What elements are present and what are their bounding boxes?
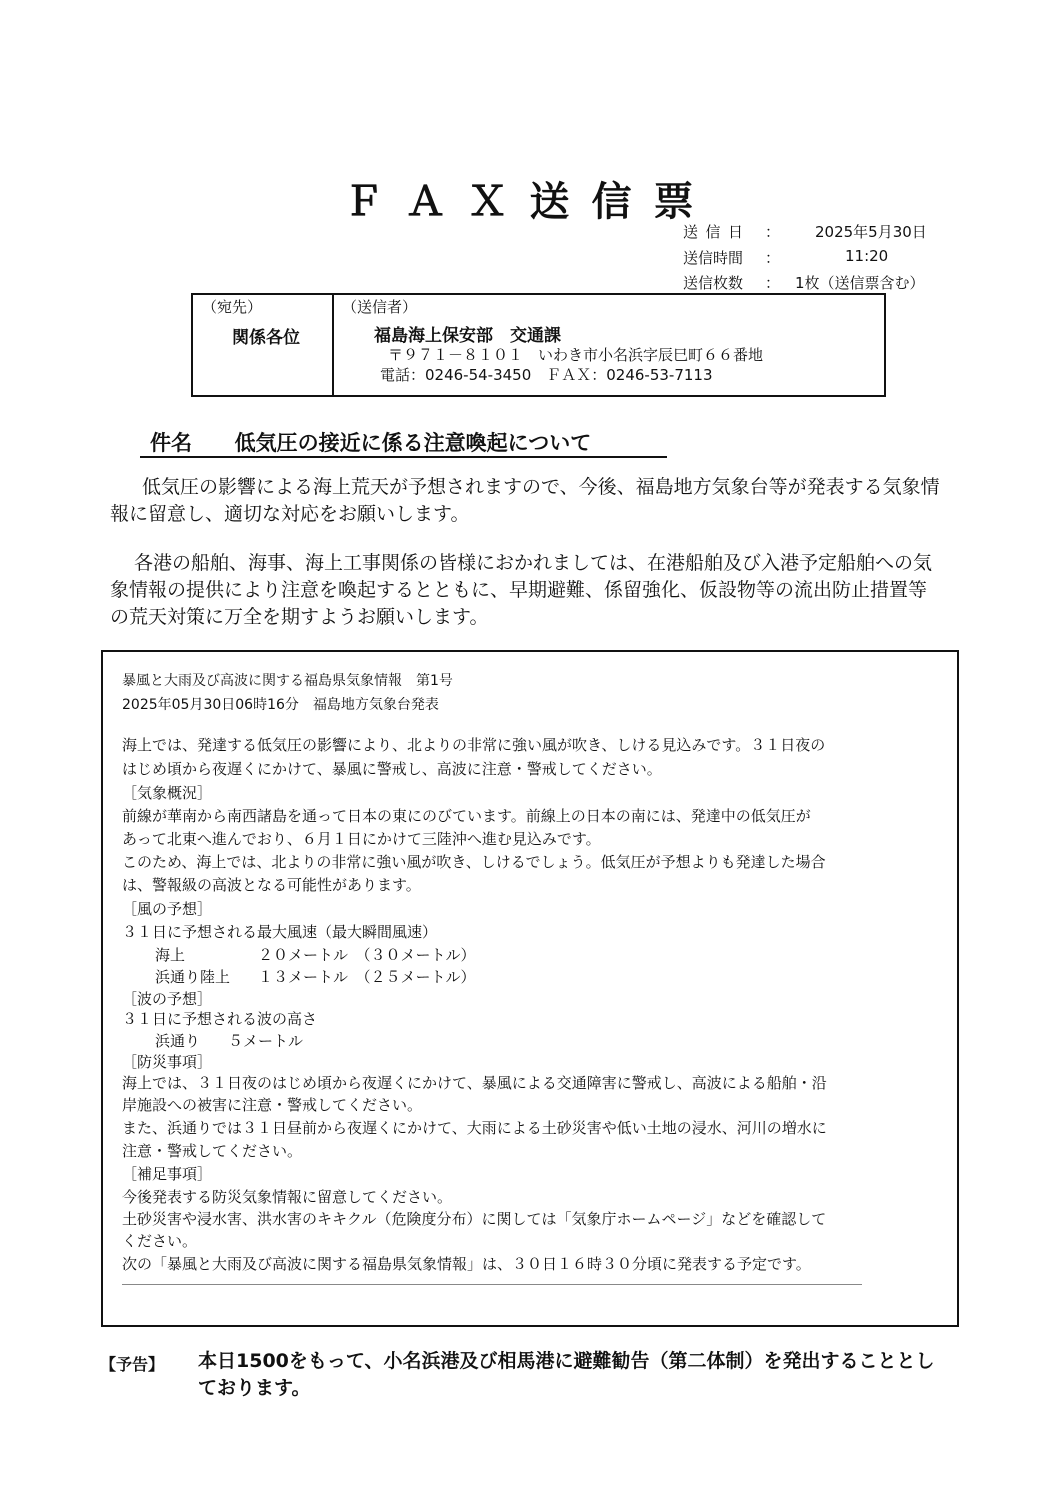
- bulletin-line: 土砂災害や浸水害、洪水害のキキクル（危険度分布）に関しては「気象庁ホームページ」などを確認して: [122, 1210, 827, 1228]
- bulletin-issued: 2025年05月30日06時16分 福島地方気象台発表: [122, 697, 439, 713]
- colon: ：: [765, 274, 781, 292]
- bulletin-line: 注意・警戒してください。: [122, 1142, 303, 1160]
- bulletin-line: 前線が華南から南西諸島を通って日本の東にのびています。前線上の日本の南には、発達中の低気圧が: [122, 807, 811, 825]
- section-heading-wave: ［波の予想］: [122, 990, 213, 1008]
- subject-line: [150, 427, 591, 457]
- body-paragraph: 各港の船舶、海事、海上工事関係の皆様におかれましては、在港船舶及び入港予定船舶への気象情報の提供により注意を喚起するとともに、早期避難、係留強化、仮設物等の流出防止措置等の荒天対策に万全を期すようお願いします。: [110, 552, 933, 628]
- page-count-value: 1枚（送信票含む）: [795, 274, 925, 292]
- colon: ：: [765, 249, 781, 267]
- wind-value: ２０メートル （３０メートル）: [258, 946, 476, 964]
- section-heading-overview: ［気象概況］: [122, 784, 213, 802]
- bulletin-line: このため、海上では、北よりの非常に強い風が吹き、しけるでしょう。低気圧が予想よりも発達した場合: [122, 853, 826, 871]
- recipient-value: 関係各位: [232, 328, 300, 348]
- notice-text: 本日1500をもって、小名浜港及び相馬港に避難勧告（第二体制）を発出することとしております。: [198, 1350, 935, 1399]
- body-paragraph: 低気圧の影響による海上荒天が予想されますので、今後、福島地方気象台等が発表する気象情報に留意し、適切な対応をお願いします。: [110, 476, 940, 525]
- section-heading-disaster: ［防災事項］: [122, 1053, 213, 1071]
- bulletin-line: ３１日に予想される波の高さ: [122, 1010, 318, 1028]
- bulletin-line: 海上では、３１日夜のはじめ頃から夜遅くにかけて、暴風による交通障害に警戒し、高波による船舶・沿: [122, 1074, 827, 1092]
- colon: ：: [765, 223, 781, 241]
- send-date-value: 2025年5月30日: [815, 223, 927, 241]
- page-count-label: 送信枚数: [683, 274, 744, 292]
- sender-contact: 電話：0246-54-3450 ＦＡＸ：0246-53-7113: [380, 366, 713, 384]
- sender-organization: 福島海上保安部 交通課: [374, 326, 561, 346]
- bulletin-line: 次の「暴風と大雨及び高波に関する福島県気象情報」は、３０日１６時３０分頃に発表する予定です。: [122, 1255, 811, 1273]
- address-divider: [332, 293, 334, 395]
- bulletin-line: 今後発表する防災気象情報に留意してください。: [122, 1188, 453, 1206]
- bulletin-line: また、浜通りでは３１日昼前から夜遅くにかけて、大雨による土砂災害や低い土地の浸水、河川の増水に: [122, 1119, 827, 1137]
- subject-text: 低気圧の接近に係る注意喚起について: [234, 431, 592, 455]
- recipient-label: （宛先）: [202, 298, 263, 316]
- bulletin-title: 暴風と大雨及び高波に関する福島県気象情報 第1号: [122, 673, 453, 689]
- wave-area: 浜通り: [155, 1032, 201, 1050]
- wind-area: 浜通り陸上: [155, 968, 231, 986]
- bulletin-line: 岸施設への被害に注意・警戒してください。: [122, 1096, 423, 1114]
- bulletin-line: ください。: [122, 1232, 198, 1250]
- send-time-value: 11:20: [845, 247, 889, 265]
- wind-value: １３メートル （２５メートル）: [258, 968, 476, 986]
- sender-address: 〒９７１－８１０１ いわき市小名浜字辰巳町６６番地: [388, 346, 764, 364]
- bulletin-separator: [122, 1284, 862, 1285]
- section-heading-supplement: ［補足事項］: [122, 1165, 213, 1183]
- section-heading-wind: ［風の予想］: [122, 900, 213, 918]
- bulletin-line: ３１日に予想される最大風速（最大瞬間風速）: [122, 923, 438, 941]
- bulletin-line: はじめ頃から夜遅くにかけて、暴風に警戒し、高波に注意・警戒してください。: [122, 760, 662, 778]
- wave-value: ５メートル: [228, 1032, 304, 1050]
- wind-area: 海上: [155, 946, 186, 964]
- bulletin-line: は、警報級の高波となる可能性があります。: [122, 876, 421, 894]
- bulletin-line: 海上では、発達する低気圧の影響により、北よりの非常に強い風が吹き、しける見込みです。３１日夜の: [122, 736, 826, 754]
- send-date-label: 送信日: [683, 223, 743, 241]
- bulletin-line: あって北東へ進んでおり、６月１日にかけて三陸沖へ進む見込みです。: [122, 830, 601, 848]
- subject-label: 件名: [150, 431, 192, 455]
- transmission-meta: [0, 0, 1059, 300]
- subject-underline: [140, 456, 667, 458]
- send-time-label: 送信時間: [683, 249, 744, 267]
- document-title: ＦＡＸ送信票: [343, 179, 716, 225]
- sender-label: （送信者）: [342, 298, 418, 316]
- notice-label: 【予告】: [100, 1355, 165, 1374]
